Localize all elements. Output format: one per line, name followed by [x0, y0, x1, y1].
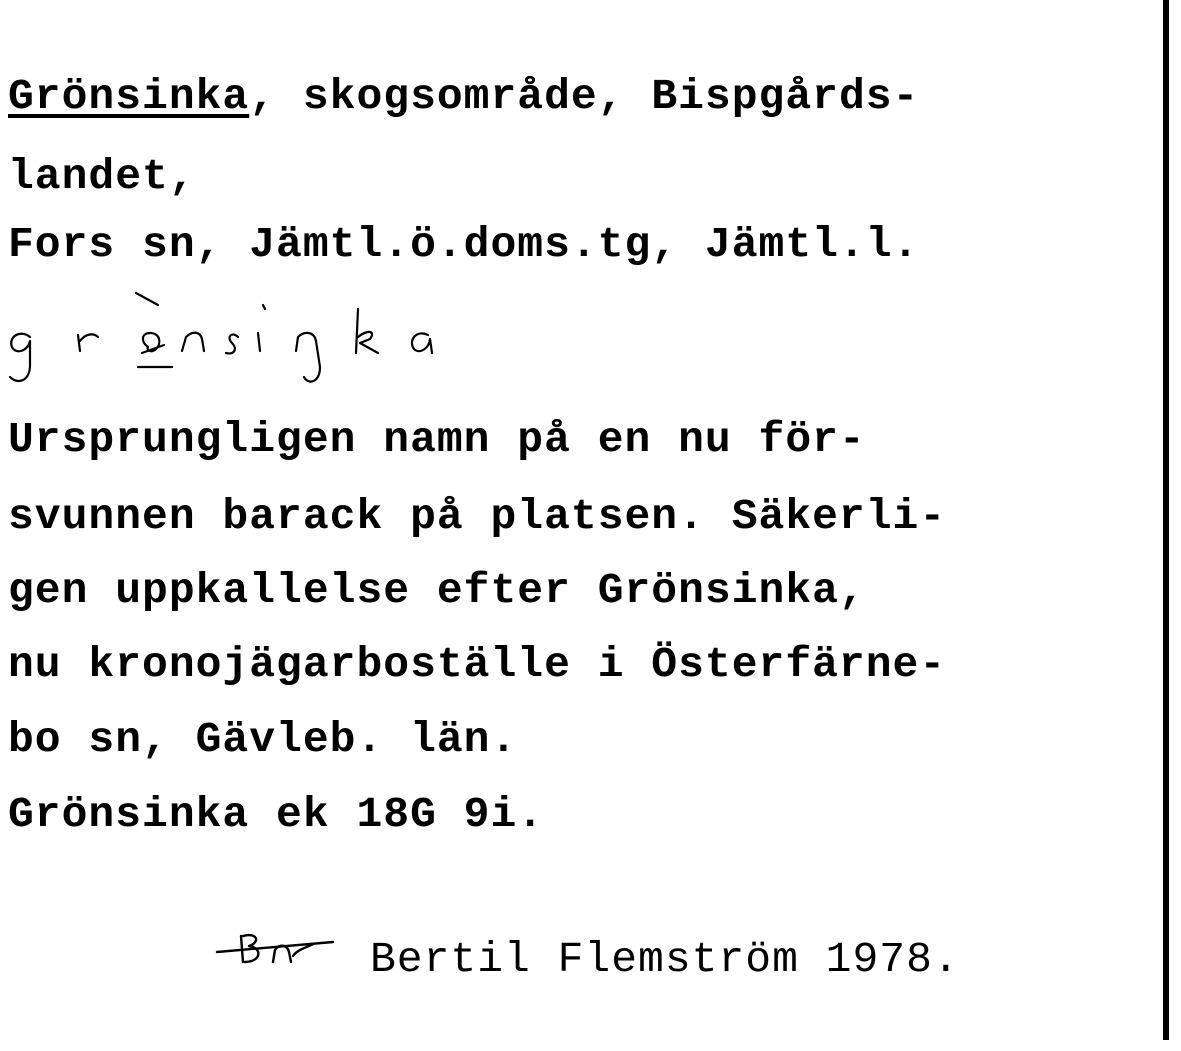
struck-initials-text: Bn — [213, 918, 215, 919]
source-reference-line: Grönsinka ek 18G 9i. — [8, 790, 545, 839]
card-right-border — [1163, 0, 1169, 1040]
body-line-2: svunnen barack på platsen. Säkerli- — [8, 492, 947, 541]
phonetic-text: grönsinka — [0, 285, 6, 286]
body-line-4: nu kronojägarboställe i Österfärne- — [8, 640, 947, 689]
body-line-5: bo sn, Gävleb. län. — [8, 715, 518, 764]
struck-initials-mark — [213, 918, 343, 978]
body-line-1: Ursprungligen namn på en nu för- — [8, 415, 866, 464]
header-description: , skogsområde, Bispgårds- — [249, 72, 920, 121]
signature: Bertil Flemström 1978. — [370, 935, 960, 984]
card-header-line — [8, 72, 919, 122]
headword: Grönsinka — [8, 72, 250, 121]
header-continuation: landet, — [8, 152, 196, 201]
handwritten-phonetic-transcription — [0, 285, 620, 395]
location-line: Fors sn, Jämtl.ö.doms.tg, Jämtl.l. — [8, 220, 920, 269]
body-line-3: gen uppkallelse efter Grönsinka, — [8, 566, 866, 615]
